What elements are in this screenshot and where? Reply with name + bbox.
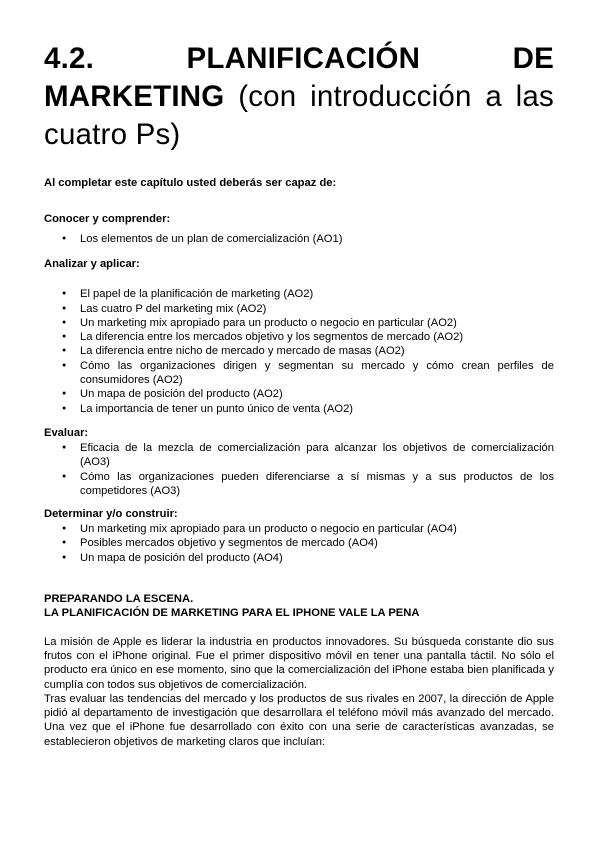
list-item: ● El papel de la planificación de marketing (AO2): [80, 287, 554, 301]
title-number: 4.2.: [44, 42, 95, 75]
section-title: Analizar y aplicar:: [44, 258, 140, 271]
list-item: ● Cómo las organizaciones dirigen y segmentan su mercado y cómo crean perfiles de consumidores (AO2): [80, 359, 554, 388]
list-item: ● La diferencia entre nicho de mercado y mercado de masas (AO2): [80, 344, 554, 358]
objective-list: [44, 522, 554, 565]
scene-heading: [44, 592, 554, 621]
list-item: ● Un marketing mix apropiado para un producto o negocio en particular (AO4): [80, 522, 554, 536]
section-determinar: [44, 507, 554, 565]
section-title: Determinar y/o construir:: [44, 508, 178, 521]
objective-list: [44, 287, 554, 416]
section-analizar: [44, 257, 554, 416]
section-conocer: [44, 212, 554, 246]
page-title: [44, 40, 554, 154]
title-main: PLANIFICACIÓN DE MARKETING: [44, 42, 554, 113]
list-item: ● Las cuatro P del marketing mix (AO2): [80, 302, 554, 316]
list-item: ● Posibles mercados objetivo y segmentos de mercado (AO4): [80, 536, 554, 550]
objective-list: [44, 441, 554, 498]
title-rest: (con introducción a las cuatro Ps): [44, 80, 554, 151]
list-item: ● Cómo las organizaciones pueden diferenciarse a sí mismas y a sus productos de los competidores (AO3): [80, 470, 554, 499]
section-title: Conocer y comprender:: [44, 213, 171, 225]
list-item: ● Un mapa de posición del producto (AO4): [80, 551, 554, 565]
list-item: ● Un mapa de posición del producto (AO2): [80, 387, 554, 401]
list-item: ● Un marketing mix apropiado para un producto o negocio en particular (AO2): [80, 316, 554, 330]
objective-list: [44, 232, 554, 246]
paragraph: Tras evaluar las tendencias del mercado y los productos de sus rivales en 2007, la dirección de Apple pidió al departamento de investigación que desarrollara el teléfono móvil más avanzado del mercado. Una vez que el iPhone fue desarrollado con éxito con una serie de características avanzadas, se establecieron objetivos de marketing claros que incluían:: [44, 692, 554, 748]
section-title: Evaluar:: [44, 426, 89, 439]
list-item: ● La diferencia entre los mercados objetivo y los segmentos de mercado (AO2): [80, 330, 554, 344]
intro-text: Al completar este capítulo usted deberás ser capaz de:: [44, 177, 337, 189]
scene-heading-line: LA PLANIFICACIÓN DE MARKETING PARA EL IPHONE VALE LA PENA: [44, 607, 420, 620]
paragraph: La misión de Apple es liderar la industria en productos innovadores. Su búsqueda constante dio sus frutos con el iPhone original. Fue el primer dispositivo móvil en tener una pantalla táctil. No sólo el producto era único en ese momento, sino que la comercialización del iPhone estaba bien planificada y cumplía con todos sus objetivos de comercialización.: [44, 635, 554, 691]
list-item: ● Los elementos de un plan de comercialización (AO1): [80, 232, 554, 246]
list-item: ● Eficacia de la mezcla de comercialización para alcanzar los objetivos de comercialización (AO3): [80, 441, 554, 470]
body-text: [44, 635, 554, 749]
section-evaluar: [44, 426, 554, 498]
list-item: ● La importancia de tener un punto único de venta (AO2): [80, 402, 554, 416]
scene-heading-line: PREPARANDO LA ESCENA.: [44, 593, 194, 606]
